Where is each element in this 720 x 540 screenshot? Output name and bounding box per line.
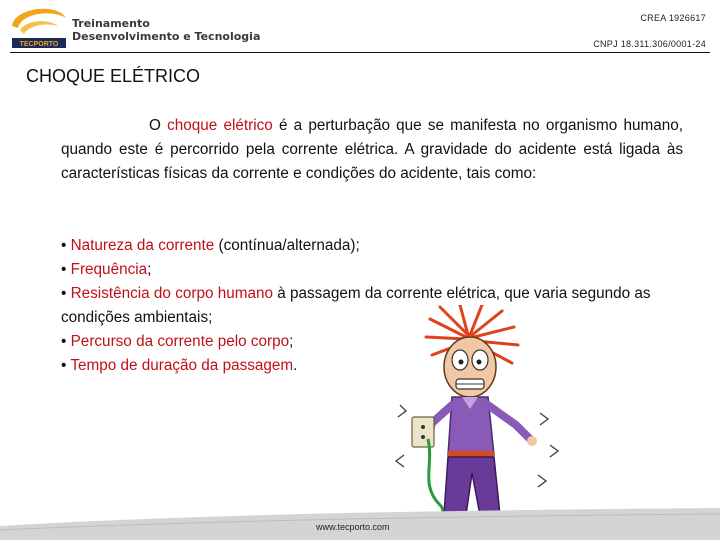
item-rest: (contínua/alternada);: [214, 237, 360, 254]
para-highlight: choque elétrico: [167, 117, 273, 134]
list-item: [61, 282, 701, 330]
company-name: [72, 17, 260, 43]
footer-url: www.tecporto.com: [316, 522, 390, 532]
crea-number: CREA 1926617: [640, 13, 706, 23]
list-item: [61, 330, 701, 354]
company-line-2: Desenvolvimento e Tecnologia: [72, 30, 261, 43]
item-rest: ;: [289, 333, 294, 350]
item-highlight: Resistência do corpo humano: [70, 285, 273, 302]
item-rest: ;: [147, 261, 152, 278]
tecporto-logo: [8, 4, 70, 50]
list-item: [61, 354, 701, 378]
bullet: •: [61, 333, 71, 350]
item-rest: à passagem da corrente elétrica, que varia segundo as condições ambientais;: [61, 285, 651, 326]
header-divider: [10, 52, 710, 53]
item-highlight: Natureza da corrente: [70, 237, 215, 254]
logo-text: TECPORTO: [19, 41, 59, 48]
item-rest: .: [293, 357, 298, 374]
bullet: •: [61, 237, 71, 254]
para-part-2: é a perturbação que se manifesta no organismo humano, quando este é percorrido pela corrente elétrica. A gravidade do acidente está ligada às características físicas da corrente e condições do acidente, tais como:: [61, 117, 683, 182]
bullet: •: [61, 285, 71, 302]
item-highlight: Percurso da corrente pelo corpo: [70, 333, 290, 350]
cnpj-number: CNPJ 18.311.306/0001-24: [593, 39, 706, 49]
page-title: CHOQUE ELÉTRICO: [26, 66, 201, 86]
electric-shock-cartoon: [390, 305, 565, 525]
company-line-1: Treinamento: [72, 17, 150, 30]
item-highlight: Frequência: [70, 261, 148, 278]
list-item: [61, 258, 701, 282]
bullet: •: [61, 357, 71, 374]
intro-paragraph: [61, 114, 683, 186]
para-part-1: O: [149, 117, 168, 134]
conditions-list: [61, 234, 701, 378]
bullet: •: [61, 261, 71, 278]
list-item: [61, 234, 701, 258]
item-highlight: Tempo de duração da passagem: [70, 357, 294, 374]
